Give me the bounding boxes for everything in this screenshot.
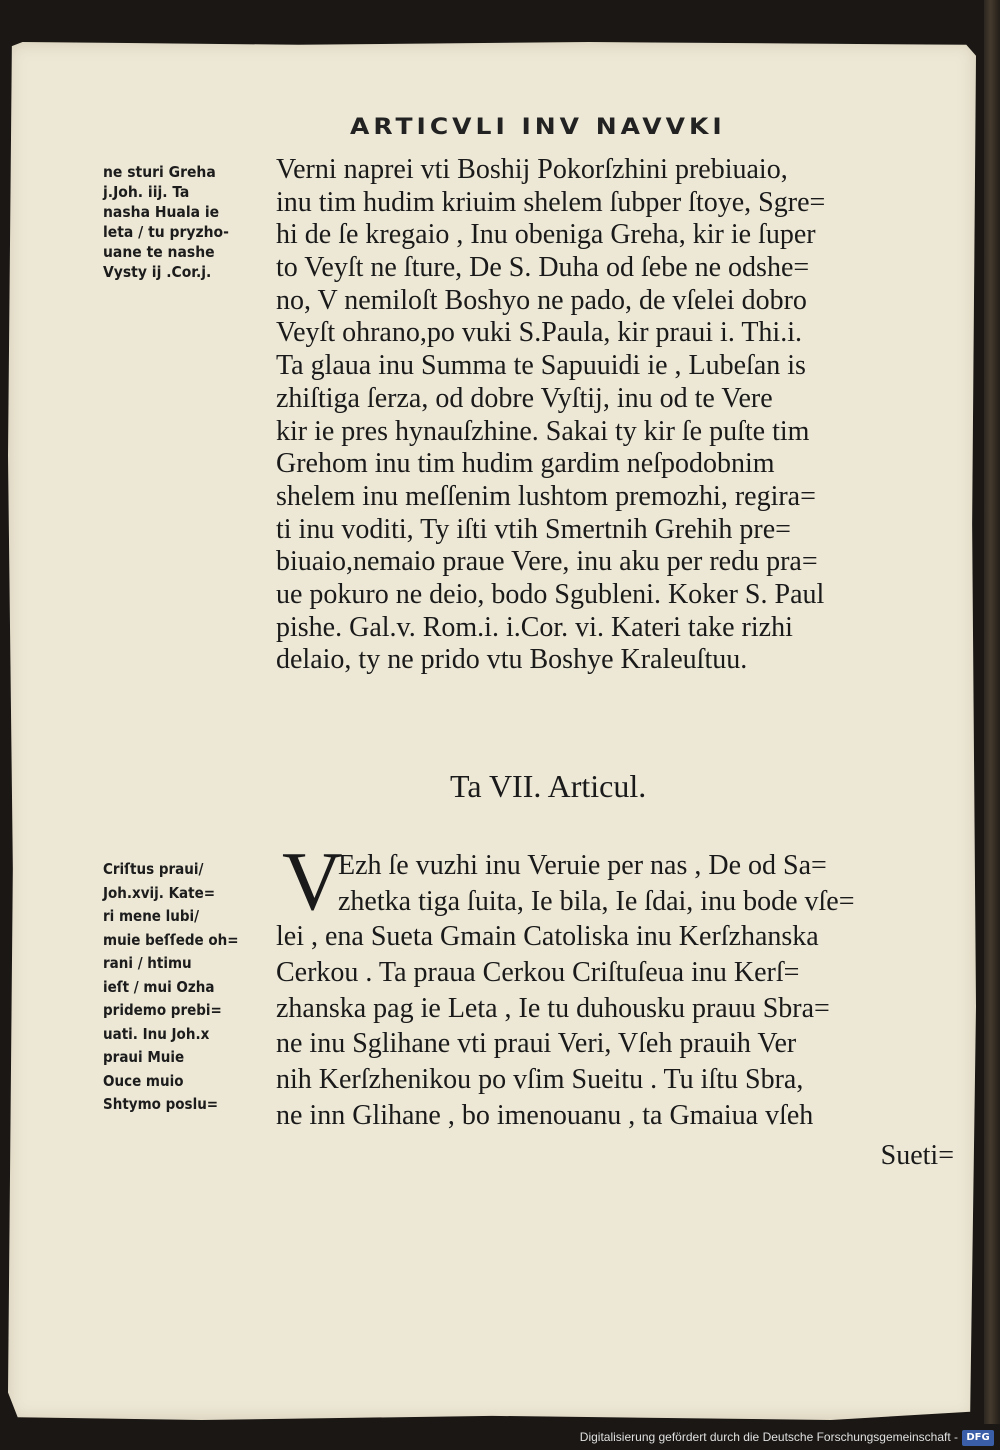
text-line: nih Kerſzhenikou po vſim Sueitu . Tu iſtu Sbra, [276, 1064, 804, 1096]
margin-note-line: Criſtus praui/ [103, 860, 204, 878]
text-line: no, V nemiloſt Boshyo ne pado, de vſelei dobro [276, 284, 807, 316]
text-line: zhetka tiga ſuita, Ie bila, Ie ſdai, inu bode vſe= [338, 885, 855, 917]
margin-note-line: muie beſſede oh= [103, 930, 239, 949]
text-line: ne inn Glihane , bo imenouanu , ta Gmaiua vſeh [276, 1099, 814, 1131]
book-binding-edge [984, 0, 1000, 1425]
initial-letter: V [282, 835, 343, 928]
margin-note-2 [103, 858, 273, 1117]
margin-note-line: nasha Huala ie [103, 203, 220, 221]
margin-note-line: pridemo prebi= [103, 1001, 222, 1019]
margin-note-line: rani / htimu [103, 954, 192, 972]
margin-note-line: uane te nashe [103, 243, 215, 261]
margin-note-line: Joh.xvij. Kate= [103, 883, 216, 902]
text-line: Veyſt ohrano,po vuki S.Paula, kir praui i. Thi.i. [276, 317, 802, 349]
margin-note-line: Shtymo poslu= [103, 1095, 219, 1113]
margin-note-line: Ouce muio [103, 1071, 184, 1090]
text-block-1 [276, 154, 936, 677]
text-line: Ta glaua inu Summa te Sapuuidi ie , Lubeſan is [276, 350, 806, 382]
catchword: Sueti= [880, 1140, 954, 1171]
margin-note-line: Vysty ij .Cor.j. [103, 263, 212, 281]
text-line: Verni naprei vti Boshij Pokorſzhini prebiuaio, [276, 154, 788, 185]
text-line: ti inu voditi, Ty iſti vtih Smertnih Grehih pre= [276, 513, 791, 545]
margin-note-line: j.Joh. iij. Ta [103, 183, 190, 201]
text-line: hi de ſe kregaio , Inu obeniga Greha, kir ie ſuper [276, 219, 816, 251]
text-line: kir ie pres hynauſzhine. Sakai ty kir ſe puſte tim [276, 415, 810, 447]
footer-credit-text: Digitalisierung gefördert durch die Deutsche Forschungsgemeinschaft - [579, 1430, 958, 1444]
margin-note-line: ne sturi Greha [103, 163, 216, 181]
margin-note-line: praui Muie [103, 1048, 185, 1066]
text-line: zhanska pag ie Leta , Ie tu duhousku prauu Sbra= [276, 992, 830, 1024]
text-line: Grehom inu tim hudim gardim neſpodobnim [276, 448, 775, 480]
text-line: Ezh ſe vuzhi inu Veruie per nas , De od Sa= [338, 850, 827, 881]
text-line: pishe. Gal.v. Rom.i. i.Cor. vi. Kateri take rizhi [276, 611, 793, 643]
text-line: zhiſtiga ſerza, od dobre Vyſtij, inu od te Vere [276, 382, 773, 414]
margin-note-line: leta / tu pryzho- [103, 223, 229, 241]
dfg-logo-icon: DFG [962, 1430, 994, 1446]
text-line: lei , ena Sueta Gmain Catoliska inu Kerſzhanska [276, 921, 819, 953]
text-line: shelem inu meſſenim lushtom premozhi, regira= [276, 480, 816, 512]
margin-note-line: ieſt / mui Ozha [103, 977, 215, 996]
footer-bar [0, 1424, 1000, 1450]
text-block-2 [276, 848, 936, 1134]
text-line: Cerkou . Ta praua Cerkou Criſtuſeua inu Kerſ= [276, 957, 800, 989]
chapter-heading: Ta VII. Articul. [450, 768, 647, 804]
text-line: biuaio,nemaio praue Vere, inu aku per redu pra= [276, 546, 818, 578]
text-line: ue pokuro ne deio, bodo Sgubleni. Koker S. Paul [276, 578, 825, 610]
text-line: ne inu Sglihane vti praui Veri, Vſeh prauih Ver [276, 1028, 797, 1060]
text-line: inu tim hudim kriuim shelem ſubper ſtoye, Sgre= [276, 186, 826, 218]
margin-note-line: ri mene lubi/ [103, 907, 200, 925]
text-line: to Veyſt ne ſture, De S. Duha od ſebe ne odshe= [276, 252, 810, 284]
margin-note-1 [103, 162, 273, 282]
margin-note-line: uati. Inu Joh.x [103, 1024, 210, 1043]
text-line: delaio, ty ne prido vtu Boshye Kraleuſtuu. [276, 644, 748, 676]
running-head: ARTICVLI INV NAVVKI [350, 113, 726, 140]
